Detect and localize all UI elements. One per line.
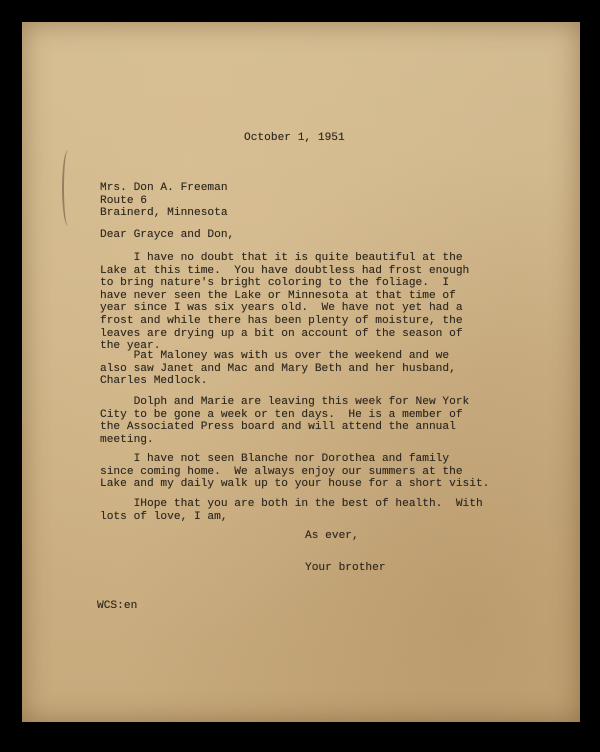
address-line-city: Brainerd, Minnesota: [100, 207, 228, 220]
closing: As ever,: [305, 530, 359, 542]
address-line-route: Route 6: [100, 194, 147, 207]
recipient-address: [100, 182, 228, 220]
letter-page: [22, 22, 580, 722]
signature: Your brother: [305, 562, 386, 574]
pencil-mark: [62, 150, 74, 226]
paragraph-weekend: Pat Maloney was with us over the weekend and we also saw Janet and Mac and Mary Beth and her husband, Charles Medlock.: [100, 350, 456, 388]
paragraph-closing-wish: IHope that you are both in the best of health. With lots of love, I am,: [100, 498, 483, 523]
reference-initials: WCS:en: [97, 600, 138, 612]
paragraph-new-york: Dolph and Marie are leaving this week for New York City to be gone a week or ten days. He is a member of the Associated Press board and will attend the annual meeting.: [100, 396, 470, 446]
letter-date: October 1, 1951: [244, 132, 345, 144]
salutation: Dear Grayce and Don,: [100, 229, 235, 241]
paragraph-family: I have not seen Blanche nor Dorothea and family since coming home. We always enjoy our summers at the Lake and my daily walk up to your house for a short visit.: [100, 453, 490, 491]
address-line-name: Mrs. Don A. Freeman: [100, 182, 228, 194]
paragraph-lake: I have no doubt that it is quite beautiful at the Lake at this time. You have doubtless had frost enough to bring nature's bright coloring to the foliage. I have never seen the Lake or Minnesota at that time of year since I was six years old. We have not yet had a frost and while there has been plenty of moisture, the leaves are drying up a bit on account of the season of the year.: [100, 252, 470, 353]
